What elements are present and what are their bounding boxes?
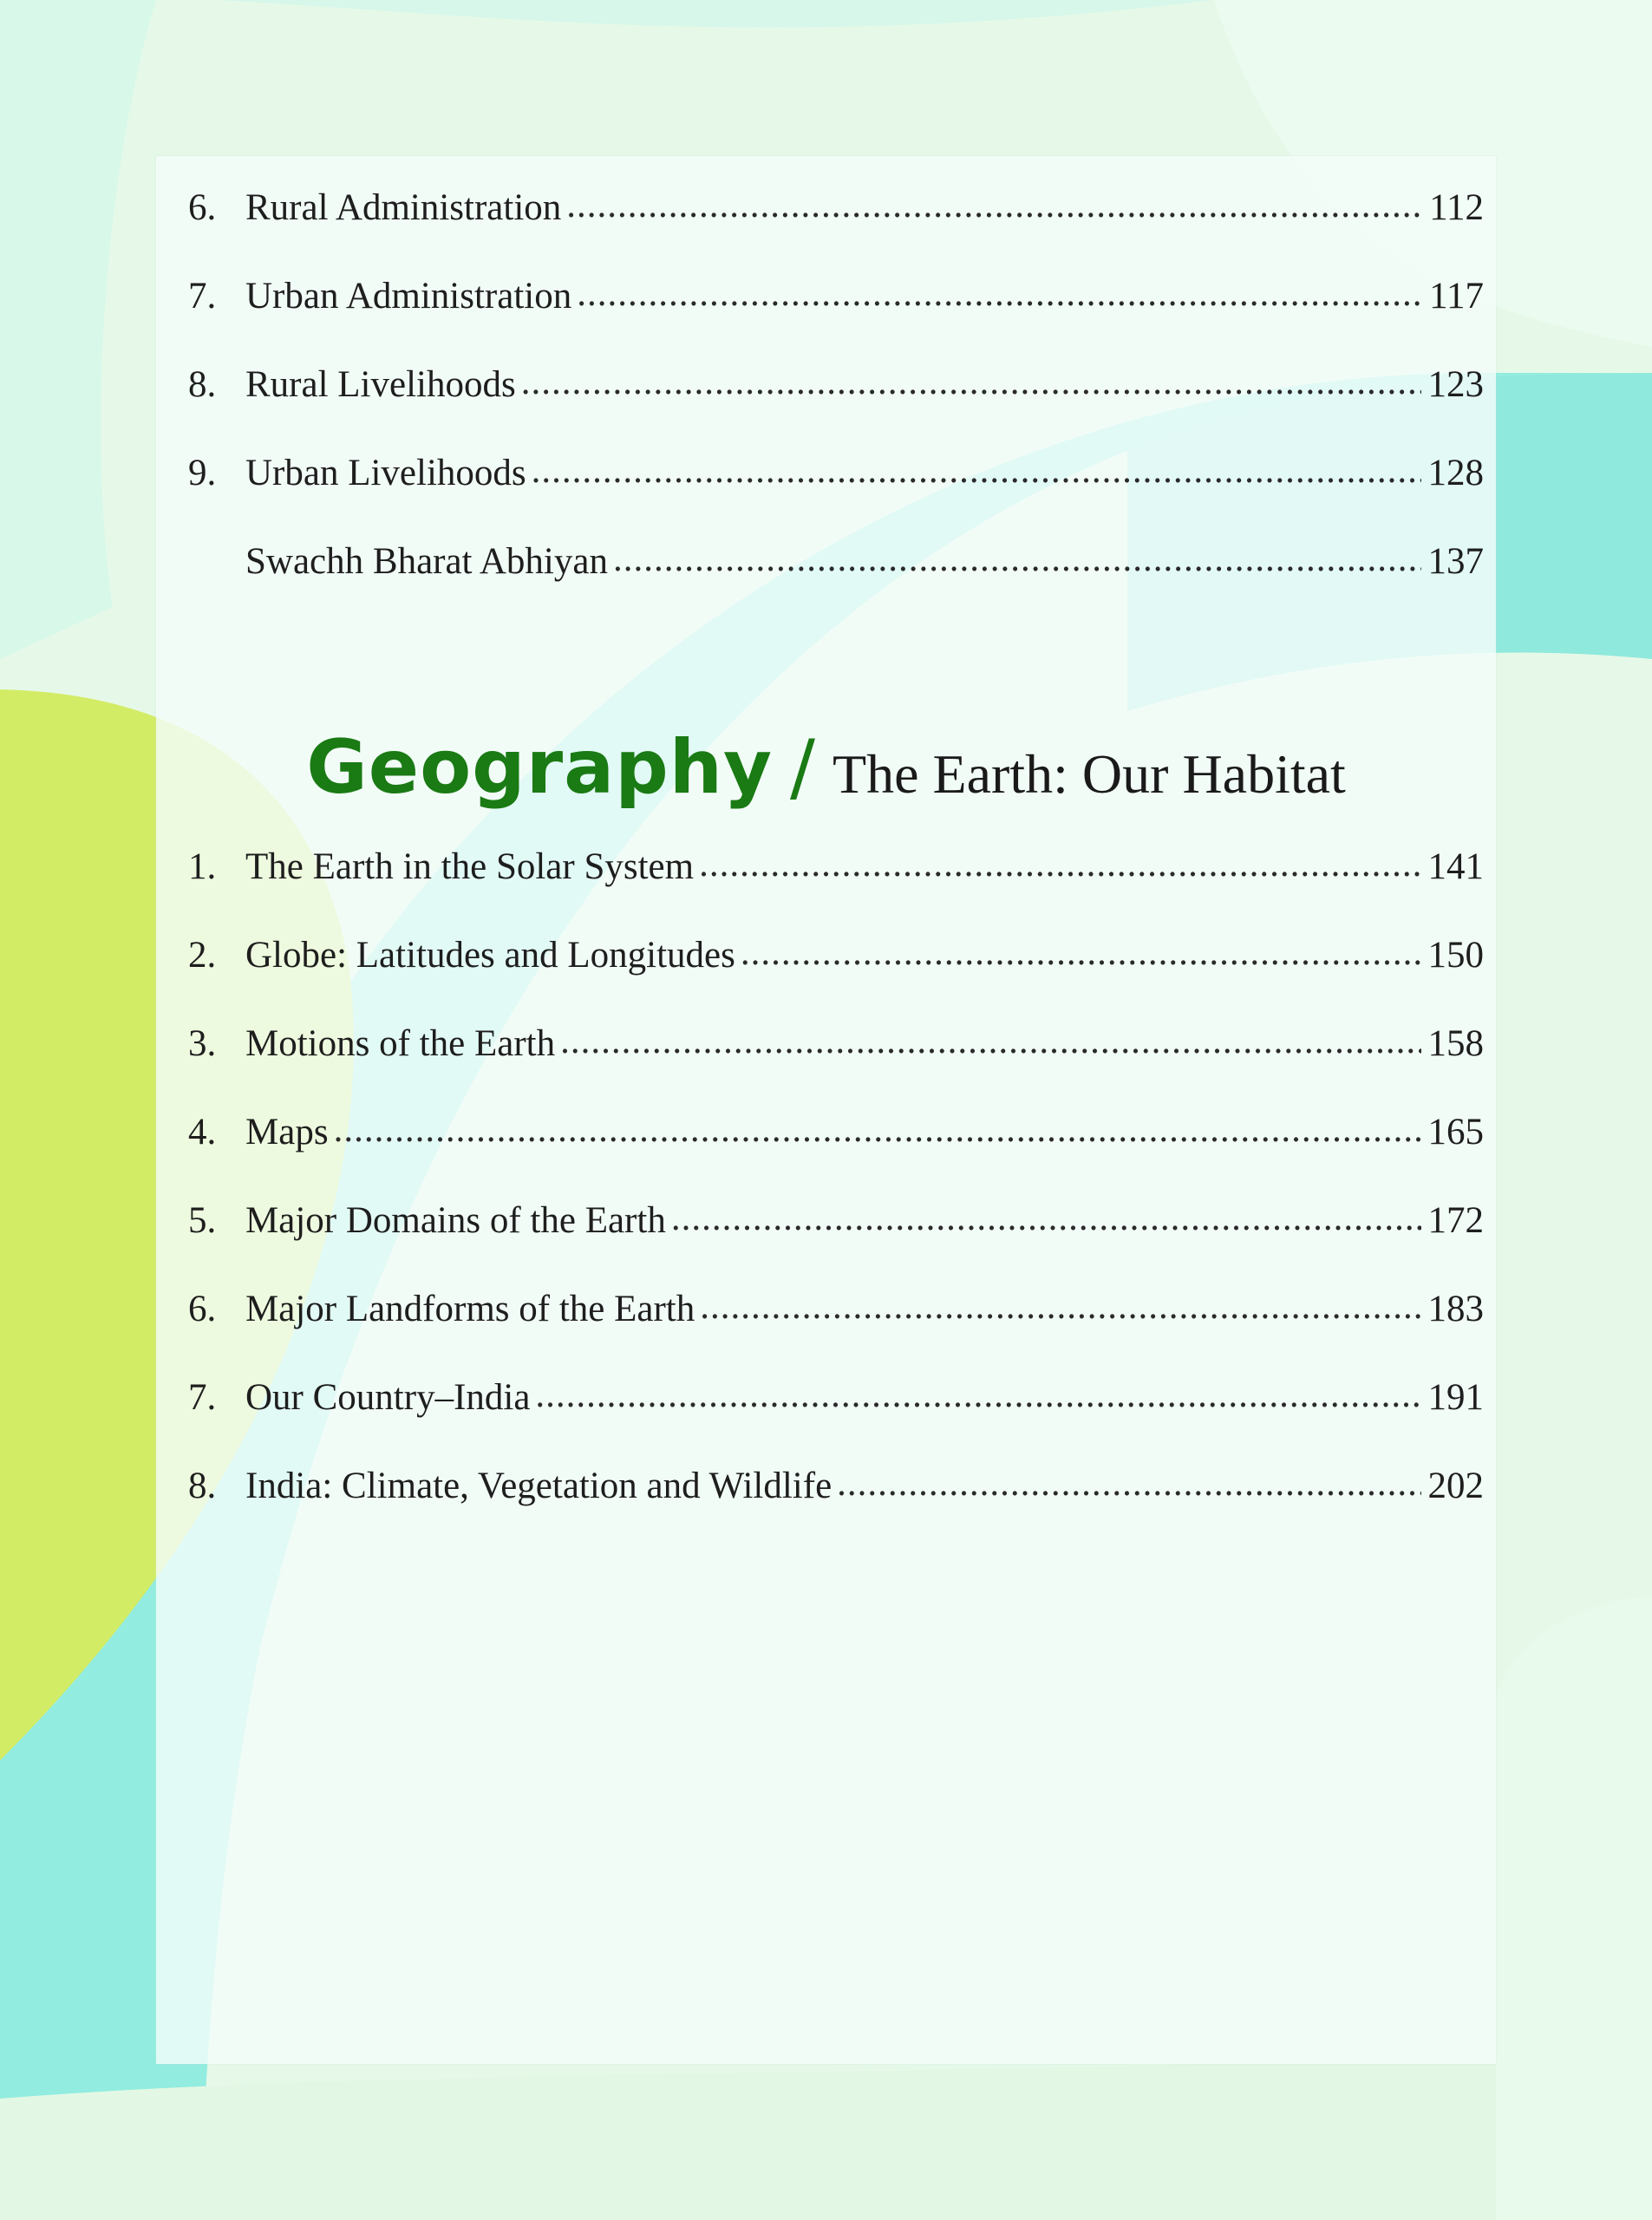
- entry-number: 6.: [188, 187, 217, 228]
- entry-title: Maps: [245, 1112, 329, 1152]
- toc-entry[interactable]: [188, 1195, 1484, 1283]
- entry-title: Swachh Bharat Abhiyan: [245, 541, 608, 582]
- entry-page-number: 128: [1427, 453, 1484, 493]
- toc-entry[interactable]: [188, 447, 1484, 536]
- entry-title: The Earth in the Solar System: [245, 846, 695, 887]
- entry-number: 8.: [188, 364, 217, 405]
- heading-separator: /: [790, 724, 816, 811]
- entry-number: 9.: [188, 453, 217, 493]
- toc-entry[interactable]: [188, 536, 1484, 624]
- entry-page-number: 158: [1427, 1023, 1484, 1064]
- toc-entry[interactable]: [188, 182, 1484, 271]
- dot-leader: [700, 1283, 1421, 1321]
- toc-entry[interactable]: [188, 841, 1484, 930]
- book-title: The Earth: Our Habitat: [833, 743, 1346, 805]
- entry-page-number: 117: [1429, 276, 1484, 317]
- entry-number: 7.: [188, 1377, 217, 1418]
- entry-title: Rural Livelihoods: [245, 364, 516, 405]
- entry-page-number: 172: [1427, 1200, 1484, 1241]
- dot-leader: [699, 841, 1421, 878]
- section-heading: [0, 724, 1652, 811]
- entry-page-number: 191: [1427, 1377, 1484, 1418]
- subject-title: Geography: [306, 724, 774, 811]
- entry-page-number: 123: [1427, 364, 1484, 405]
- entry-title: Rural Administration: [245, 187, 562, 228]
- dot-leader: [521, 359, 1421, 396]
- entry-page-number: 137: [1427, 541, 1484, 582]
- entry-page-number: 141: [1427, 846, 1484, 887]
- toc-entry[interactable]: [188, 359, 1484, 447]
- entry-number: 6.: [188, 1289, 217, 1329]
- entry-page-number: 150: [1427, 935, 1484, 976]
- toc-entry[interactable]: [188, 1018, 1484, 1107]
- entry-number: 4.: [188, 1112, 217, 1152]
- dot-leader: [671, 1195, 1421, 1232]
- dot-leader: [577, 271, 1421, 308]
- toc-entry[interactable]: [188, 1283, 1484, 1372]
- entry-number: 2.: [188, 935, 217, 976]
- dot-leader: [532, 447, 1421, 485]
- entry-number: 3.: [188, 1023, 217, 1064]
- entry-number: 7.: [188, 276, 217, 317]
- entry-title: Major Domains of the Earth: [245, 1200, 666, 1241]
- dot-leader: [566, 182, 1421, 219]
- entry-title: Urban Livelihoods: [245, 453, 526, 493]
- dot-leader: [560, 1018, 1421, 1055]
- entry-page-number: 183: [1427, 1289, 1484, 1329]
- entry-page-number: 202: [1427, 1466, 1484, 1506]
- entry-number: 8.: [188, 1466, 217, 1506]
- entry-page-number: 112: [1429, 187, 1484, 228]
- entry-title: Globe: Latitudes and Longitudes: [245, 935, 735, 976]
- toc-entry[interactable]: [188, 1107, 1484, 1195]
- toc-entry[interactable]: [188, 271, 1484, 359]
- entry-title: Urban Administration: [245, 276, 572, 317]
- entry-number: 1.: [188, 846, 217, 887]
- entry-title: Major Landforms of the Earth: [245, 1289, 695, 1329]
- dot-leader: [613, 536, 1421, 573]
- entry-page-number: 165: [1427, 1112, 1484, 1152]
- entry-number: 5.: [188, 1200, 217, 1241]
- geography-toc-list: [188, 841, 1484, 1549]
- civics-toc-list: [188, 182, 1484, 624]
- toc-entry[interactable]: [188, 930, 1484, 1018]
- entry-title: Motions of the Earth: [245, 1023, 556, 1064]
- dot-leader: [837, 1460, 1421, 1498]
- dot-leader: [535, 1372, 1421, 1409]
- entry-title: Our Country–India: [245, 1377, 531, 1418]
- toc-entry[interactable]: [188, 1372, 1484, 1460]
- toc-entry[interactable]: [188, 1460, 1484, 1549]
- dot-leader: [334, 1107, 1421, 1144]
- entry-title: India: Climate, Vegetation and Wildlife: [245, 1466, 833, 1506]
- dot-leader: [741, 930, 1421, 967]
